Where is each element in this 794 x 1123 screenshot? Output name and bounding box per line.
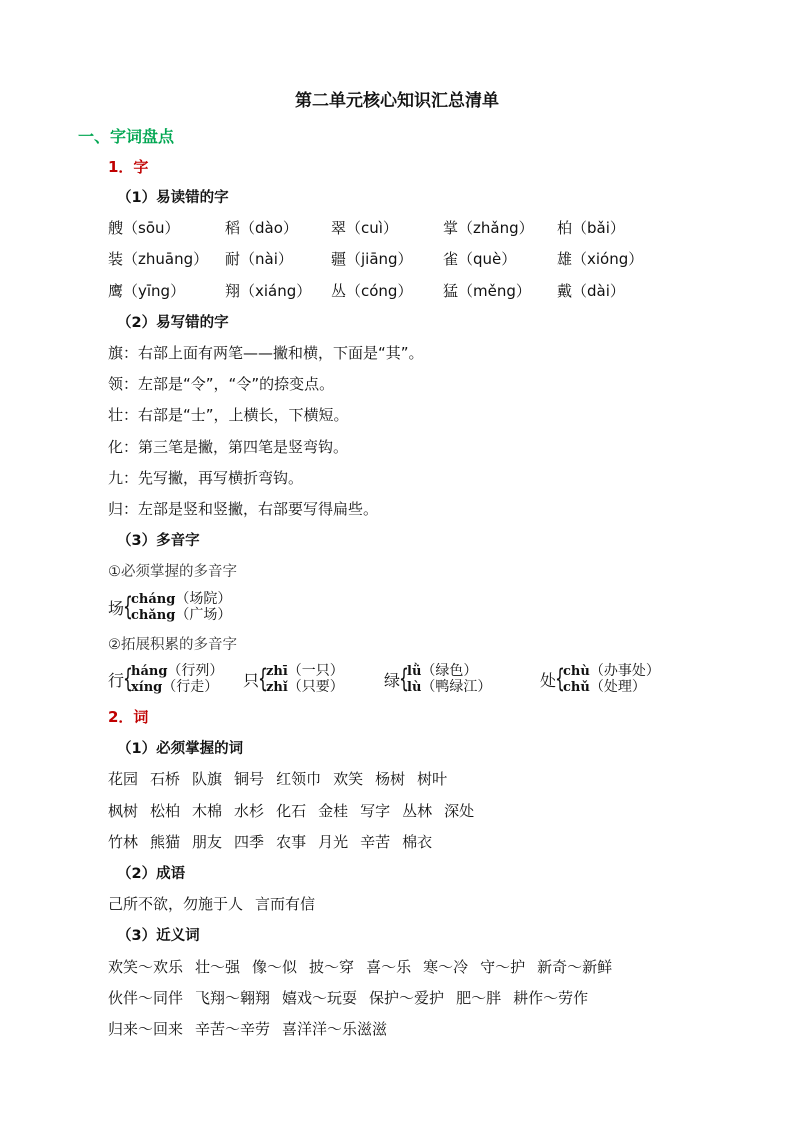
word-item: 红领巾	[276, 770, 322, 788]
polyphone-char: 行	[108, 671, 125, 690]
polyphone-word: （鸭绿江）	[421, 679, 492, 695]
easy-read-item: 丛（cóng）	[331, 282, 413, 300]
polyphone-reading: chǎng	[131, 608, 176, 623]
synonym-item: 像～似	[252, 958, 298, 976]
word-item: 木棉	[192, 802, 223, 820]
must-polyphones-label: ①必须掌握的多音字	[108, 564, 237, 580]
easy-read-item: 雀（què）	[443, 250, 517, 268]
word-item: 朋友	[192, 833, 223, 851]
word-item: 四季	[234, 833, 265, 851]
word-item: 铜号	[234, 770, 265, 788]
synonym-item: 寒～冷	[423, 958, 469, 976]
polyphone-word: （场院）	[175, 591, 232, 607]
word-item: 水杉	[234, 802, 265, 820]
polyphone-char: 只	[243, 671, 260, 690]
polyphone-word: （绿色）	[421, 663, 478, 679]
word-item: 枫树	[108, 802, 139, 820]
subsection-heading-words: 2．词	[108, 708, 149, 726]
polyphone-reading: xíng	[131, 680, 163, 695]
easy-read-item: 雄（xióng）	[557, 250, 644, 268]
word-item: 深处	[444, 802, 475, 820]
polyphone-reading: zhī	[266, 664, 288, 679]
synonym-item: 肥～胖	[456, 989, 502, 1007]
synonym-item: 耕作～劳作	[513, 989, 589, 1007]
easy-read-item: 柏（bǎi）	[557, 219, 625, 237]
polyphone-char: 处	[540, 671, 557, 690]
polyphone-word: （行列）	[167, 663, 224, 679]
easy-write-line: 归：左部是竖和竖撇，右部要写得扁些。	[108, 500, 379, 518]
easy-write-line: 九：先写撇，再写横折弯钩。	[108, 469, 304, 487]
brace-icon: {	[258, 664, 268, 694]
easy-write-line: 壮：右部是“士”，上横长，下横短。	[108, 406, 349, 424]
synonym-item: 欢笑～欢乐	[108, 958, 184, 976]
easy-read-item: 猛（měng）	[443, 282, 531, 300]
synonym-item: 喜洋洋～乐滋滋	[282, 1020, 388, 1038]
brace-icon: {	[123, 592, 133, 622]
brace-icon: {	[399, 664, 409, 694]
polyphone-reading: cháng	[131, 592, 176, 607]
word-item: 杨树	[375, 770, 406, 788]
polyphone-reading: chù	[563, 664, 590, 679]
heading-easy-write: （2）易写错的字	[117, 315, 229, 331]
word-item: 树叶	[417, 770, 448, 788]
easy-read-item: 稻（dào）	[225, 219, 298, 237]
idiom-item: 言而有信	[255, 895, 316, 913]
easy-write-line: 旗：右部上面有两笔——撇和横，下面是“其”。	[108, 344, 424, 362]
easy-read-item: 艘（sōu）	[108, 219, 180, 237]
polyphone-reading: chǔ	[563, 680, 590, 695]
synonym-item: 披～穿	[309, 958, 355, 976]
polyphone-word: （办事处）	[589, 663, 660, 679]
easy-read-item: 掌（zhǎng）	[443, 219, 534, 237]
word-item: 月光	[318, 833, 349, 851]
polyphone-reading: lù	[407, 680, 422, 695]
synonym-item: 归来～回来	[108, 1020, 184, 1038]
word-row	[108, 768, 459, 789]
easy-read-item: 疆（jiāng）	[331, 250, 413, 268]
polyphone-word: （广场）	[175, 607, 232, 623]
idiom-item: 己所不欲，勿施于人	[108, 895, 244, 913]
heading-easy-read: （1）易读错的字	[117, 190, 229, 206]
synonym-item: 辛苦～辛劳	[195, 1020, 271, 1038]
polyphone-word: （行走）	[162, 679, 219, 695]
synonym-item: 壮～强	[195, 958, 241, 976]
word-item: 欢笑	[333, 770, 364, 788]
synonym-item: 新奇～新鲜	[537, 958, 613, 976]
word-item: 花园	[108, 770, 139, 788]
easy-write-line: 化：第三笔是撇，第四笔是竖弯钩。	[108, 438, 349, 456]
word-item: 队旗	[192, 770, 223, 788]
section-heading-vocabulary: 一、字词盘点	[78, 127, 175, 146]
polyphone-char: 绿	[384, 671, 401, 690]
synonym-item: 喜～乐	[366, 958, 412, 976]
polyphone-word: （只要）	[287, 679, 344, 695]
synonym-item: 嬉戏～玩耍	[282, 989, 358, 1007]
easy-read-item: 耐（nài）	[225, 250, 293, 268]
subsection-heading-characters: 1．字	[108, 158, 149, 176]
synonym-item: 飞翔～翱翔	[195, 989, 271, 1007]
extend-polyphones-label: ②拓展积累的多音字	[108, 637, 237, 653]
word-item: 熊猫	[150, 833, 181, 851]
word-item: 化石	[276, 802, 307, 820]
easy-read-item: 翔（xiáng）	[225, 282, 312, 300]
word-item: 竹林	[108, 833, 139, 851]
polyphone-word: （一只）	[287, 663, 344, 679]
heading-must-words: （1）必须掌握的词	[117, 741, 244, 757]
brace-icon: {	[555, 664, 565, 694]
word-item: 松柏	[150, 802, 181, 820]
easy-read-item: 装（zhuāng）	[108, 250, 209, 268]
word-item: 石桥	[150, 770, 181, 788]
word-item: 辛苦	[360, 833, 391, 851]
easy-read-item: 鹰（yīng）	[108, 282, 186, 300]
easy-read-item: 翠（cuì）	[331, 219, 398, 237]
polyphone-reading: zhǐ	[266, 680, 288, 695]
heading-polyphones: （3）多音字	[117, 533, 200, 549]
polyphone-word: （处理）	[589, 679, 646, 695]
polyphone-char: 场	[108, 599, 125, 618]
synonym-row	[108, 987, 600, 1008]
polyphone-reading: lǜ	[407, 664, 422, 679]
word-item: 棉衣	[402, 833, 433, 851]
polyphone-reading: háng	[131, 664, 168, 679]
synonym-row	[108, 956, 624, 977]
idiom-row	[108, 893, 327, 914]
page-title: 第二单元核心知识汇总清单	[295, 91, 499, 111]
synonym-item: 保护～爱护	[369, 989, 445, 1007]
word-row	[108, 800, 486, 821]
easy-write-line: 领：左部是“令”，“令”的捺变点。	[108, 375, 335, 393]
heading-synonyms: （3）近义词	[117, 928, 200, 944]
heading-idioms: （2）成语	[117, 866, 186, 882]
word-item: 丛林	[402, 802, 433, 820]
easy-read-item: 戴（dài）	[557, 282, 625, 300]
word-item: 农事	[276, 833, 307, 851]
synonym-item: 守～护	[480, 958, 526, 976]
synonym-row	[108, 1018, 399, 1039]
word-item: 写字	[360, 802, 391, 820]
synonym-item: 伙伴～同伴	[108, 989, 184, 1007]
word-row	[108, 831, 444, 852]
word-item: 金桂	[318, 802, 349, 820]
brace-icon: {	[123, 664, 133, 694]
